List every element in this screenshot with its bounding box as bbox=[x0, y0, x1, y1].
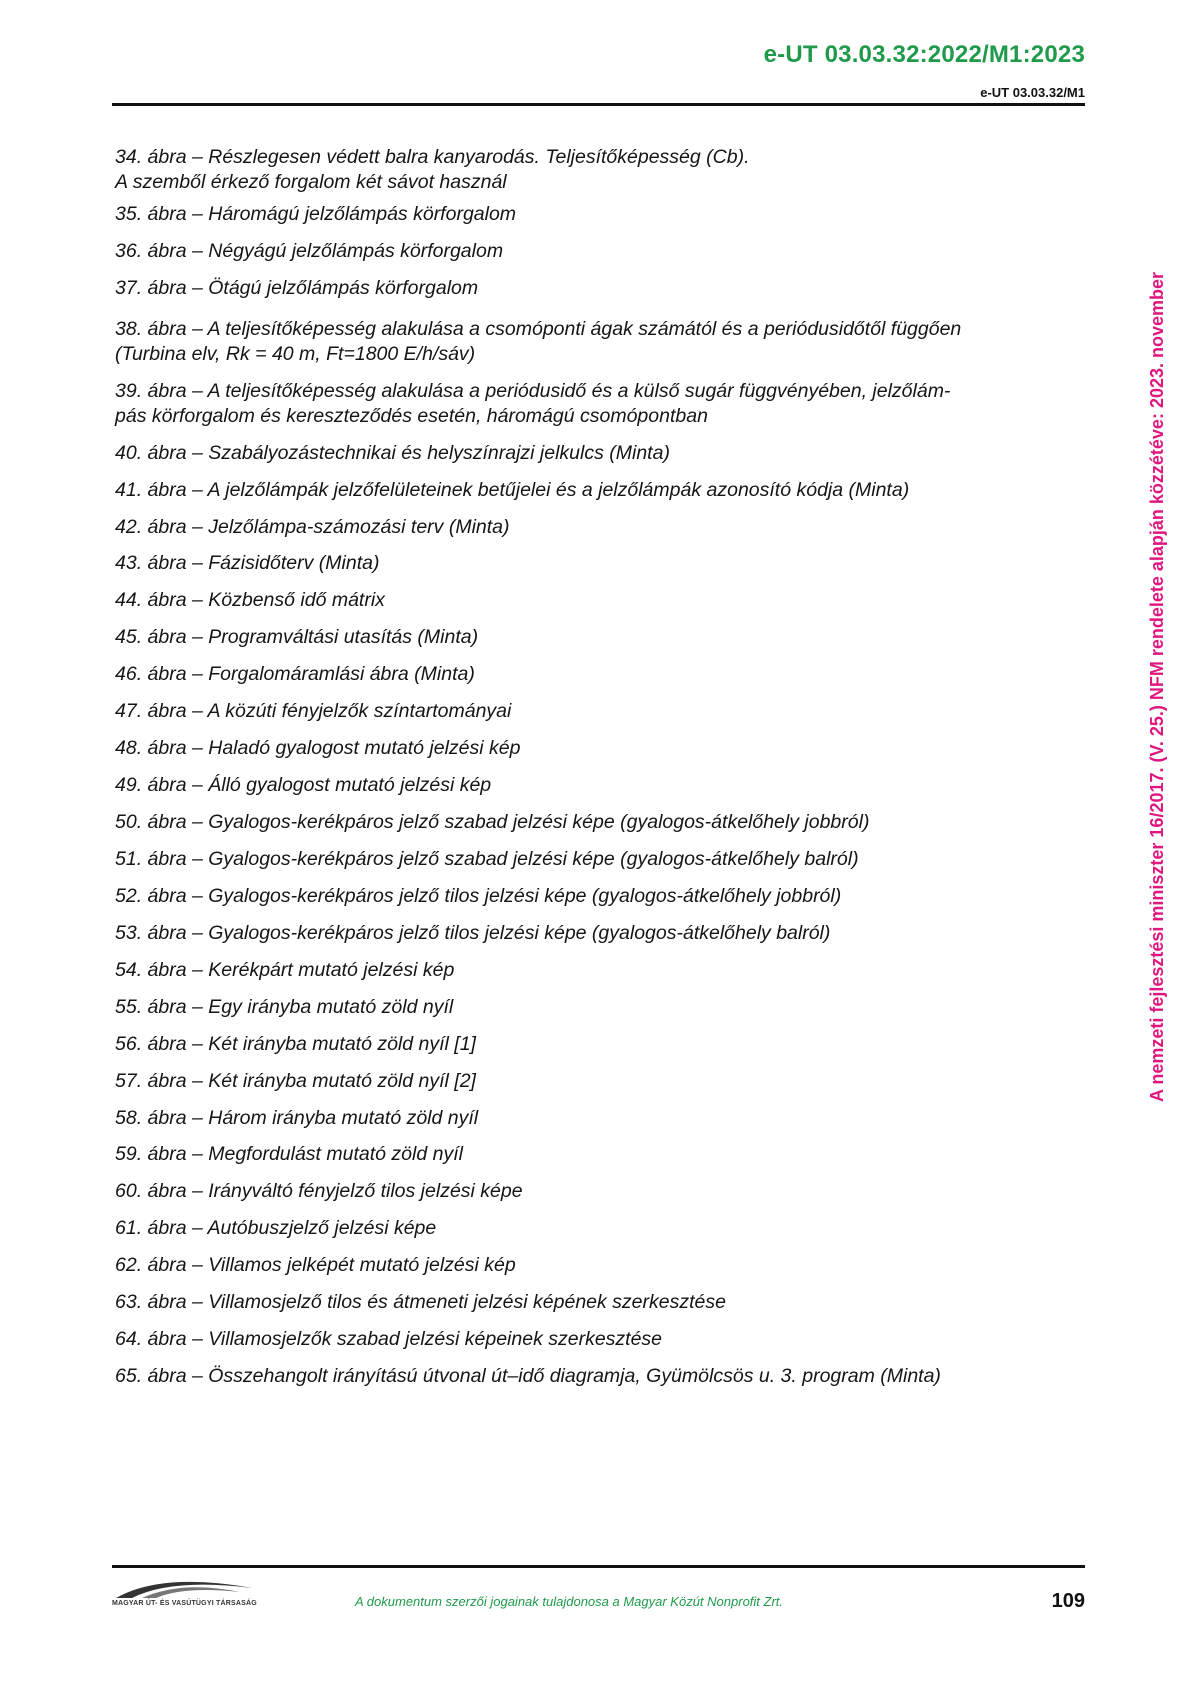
figure-number: 50. ábra – bbox=[115, 811, 208, 833]
figure-title: Négyágú jelzőlámpás körforgalom bbox=[208, 240, 504, 262]
figure-title: Fázisidőterv (Minta) bbox=[208, 552, 380, 574]
figure-number: 52. ábra – bbox=[115, 885, 208, 907]
figure-number: 57. ábra – bbox=[115, 1070, 208, 1092]
figure-title: Gyalogos-kerékpáros jelző tilos jelzési képe (gyalogos-átkelőhely balról) bbox=[208, 922, 831, 944]
figure-title: A jelzőlámpák jelzőfelületeinek betűjelei és a jelzőlámpák azonosító kódja (Minta) bbox=[207, 479, 910, 501]
figure-list-item bbox=[115, 441, 1075, 466]
figure-number: 64. ábra – bbox=[115, 1328, 208, 1350]
figure-list-item bbox=[115, 551, 1075, 576]
figure-number: 45. ábra – bbox=[115, 626, 208, 648]
figure-title: Villamosjelző tilos és átmeneti jelzési képének szerkesztése bbox=[208, 1291, 726, 1313]
figure-number: 60. ábra – bbox=[115, 1180, 208, 1202]
figure-list-item bbox=[115, 317, 1075, 367]
figure-title: Villamos jelképét mutató jelzési kép bbox=[208, 1254, 516, 1276]
figure-number: 36. ábra – bbox=[115, 240, 208, 262]
figure-number: 49. ábra – bbox=[115, 774, 208, 796]
page-number: 109 bbox=[1051, 1590, 1085, 1612]
figure-title: Ötágú jelzőlámpás körforgalom bbox=[208, 277, 479, 299]
figure-number: 40. ábra – bbox=[115, 442, 208, 464]
figure-number: 58. ábra – bbox=[115, 1107, 208, 1129]
figure-title: Álló gyalogost mutató jelzési kép bbox=[208, 774, 492, 796]
figure-list-item bbox=[115, 1253, 1075, 1278]
figure-list-item bbox=[115, 625, 1075, 650]
figure-title-continuation: A szemből érkező forgalom két sávot használ bbox=[115, 171, 507, 193]
figure-list-item bbox=[115, 699, 1075, 724]
figure-title: Programváltási utasítás (Minta) bbox=[208, 626, 479, 648]
publication-note: A nemzeti fejlesztési miniszter 16/2017. (V. 25.) NFM rendelete alapján közzétéve: 2023. november bbox=[1147, 271, 1167, 1102]
figure-number: 65. ábra – bbox=[115, 1365, 208, 1387]
figure-number: 63. ábra – bbox=[115, 1291, 208, 1313]
figure-list-item bbox=[115, 379, 1075, 429]
figure-title: Megfordulást mutató zöld nyíl bbox=[208, 1143, 463, 1165]
figure-title: Kerékpárt mutató jelzési kép bbox=[208, 959, 455, 981]
figure-number: 59. ábra – bbox=[115, 1143, 208, 1165]
footer-rule bbox=[112, 1565, 1085, 1568]
figure-title: Autóbuszjelző jelzési képe bbox=[207, 1217, 437, 1239]
figure-number: 37. ábra – bbox=[115, 277, 208, 299]
figure-title: A közúti fényjelzők színtartományai bbox=[207, 700, 512, 722]
figure-title: Haladó gyalogost mutató jelzési kép bbox=[208, 737, 521, 759]
figure-number: 42. ábra – bbox=[115, 516, 208, 538]
figure-list-item bbox=[115, 773, 1075, 798]
figure-title: Háromágú jelzőlámpás körforgalom bbox=[208, 203, 517, 225]
figure-list-item bbox=[115, 478, 1075, 503]
figure-list-item bbox=[115, 239, 1075, 264]
figure-list-item bbox=[115, 958, 1075, 983]
figure-list-item bbox=[115, 1364, 1075, 1389]
figure-number: 61. ábra – bbox=[115, 1217, 208, 1239]
figure-number: 39. ábra – bbox=[115, 380, 208, 402]
figure-number: 46. ábra – bbox=[115, 663, 208, 685]
figure-number: 55. ábra – bbox=[115, 996, 208, 1018]
figure-title: Három irányba mutató zöld nyíl bbox=[208, 1107, 479, 1129]
figure-title: Két irányba mutató zöld nyíl [2] bbox=[208, 1070, 476, 1092]
figure-title: Összehangolt irányítású útvonal út–idő diagramja, Gyümölcsös u. 3. program (Minta) bbox=[208, 1365, 941, 1387]
figure-list-item bbox=[115, 1069, 1075, 1094]
figure-list-item bbox=[115, 1327, 1075, 1352]
logo-swoosh-icon bbox=[112, 1574, 262, 1600]
figure-number: 43. ábra – bbox=[115, 552, 208, 574]
figure-title: Gyalogos-kerékpáros jelző szabad jelzési képe (gyalogos-átkelőhely balról) bbox=[208, 848, 859, 870]
figure-title: Gyalogos-kerékpáros jelző tilos jelzési képe (gyalogos-átkelőhely jobbról) bbox=[208, 885, 842, 907]
figure-list-item bbox=[115, 847, 1075, 872]
figure-title: Szabályozástechnikai és helyszínrajzi jelkulcs (Minta) bbox=[208, 442, 670, 464]
figure-number: 51. ábra – bbox=[115, 848, 208, 870]
figure-list-item bbox=[115, 1216, 1075, 1241]
figure-number: 44. ábra – bbox=[115, 589, 208, 611]
figure-list-item bbox=[115, 202, 1075, 227]
copyright-notice: A dokumentum szerzői jogainak tulajdonosa a Magyar Közút Nonprofit Zrt. bbox=[355, 1594, 784, 1609]
figure-number: 47. ábra – bbox=[115, 700, 208, 722]
figure-list-item bbox=[115, 276, 1075, 301]
figure-list-item bbox=[115, 662, 1075, 687]
figure-number: 34. ábra – bbox=[115, 146, 208, 168]
document-code: e-UT 03.03.32:2022/M1:2023 bbox=[763, 41, 1085, 68]
figure-list-item bbox=[115, 145, 1075, 195]
logo-text: MAGYAR ÚT- ÉS VASÚTÜGYI TÁRSASÁG bbox=[112, 1600, 257, 1607]
figure-title: Közbenső idő mátrix bbox=[208, 589, 385, 611]
figure-number: 56. ábra – bbox=[115, 1033, 208, 1055]
figure-title-continuation: pás körforgalom és kereszteződés esetén, háromágú csomópontban bbox=[115, 405, 708, 427]
figure-list-item bbox=[115, 1290, 1075, 1315]
figure-title-continuation: (Turbina elv, Rk = 40 m, Ft=1800 E/h/sáv) bbox=[115, 343, 476, 365]
figure-list-item bbox=[115, 1179, 1075, 1204]
figure-number: 62. ábra – bbox=[115, 1254, 208, 1276]
figure-list-item bbox=[115, 884, 1075, 909]
figure-title: Villamosjelzők szabad jelzési képeinek szerkesztése bbox=[208, 1328, 663, 1350]
figure-title: Irányváltó fényjelző tilos jelzési képe bbox=[208, 1180, 523, 1202]
figure-list-item bbox=[115, 995, 1075, 1020]
header-rule bbox=[112, 103, 1085, 106]
figure-title: Két irányba mutató zöld nyíl [1] bbox=[208, 1033, 476, 1055]
figure-list-item bbox=[115, 1032, 1075, 1057]
figure-list-item bbox=[115, 921, 1075, 946]
figure-title: Részlegesen védett balra kanyarodás. Teljesítőképesség (Cb). bbox=[208, 146, 750, 168]
figure-number: 53. ábra – bbox=[115, 922, 208, 944]
society-logo bbox=[112, 1574, 262, 1614]
figure-list-item bbox=[115, 1106, 1075, 1131]
figure-title: Egy irányba mutató zöld nyíl bbox=[208, 996, 454, 1018]
figure-number: 41. ábra – bbox=[115, 479, 208, 501]
figure-number: 48. ábra – bbox=[115, 737, 208, 759]
figure-number: 35. ábra – bbox=[115, 203, 208, 225]
figure-list-item bbox=[115, 588, 1075, 613]
figure-number: 54. ábra – bbox=[115, 959, 208, 981]
figure-title: A teljesítőképesség alakulása a csomóponti ágak számától és a periódusidőtől függően bbox=[207, 318, 962, 340]
figure-list-item bbox=[115, 736, 1075, 761]
figure-title: Jelzőlámpa-számozási terv (Minta) bbox=[208, 516, 510, 538]
figure-list-item bbox=[115, 810, 1075, 835]
figure-list-item bbox=[115, 515, 1075, 540]
document-subcode: e-UT 03.03.32/M1 bbox=[980, 85, 1085, 100]
figure-list-item bbox=[115, 1142, 1075, 1167]
figure-title: Forgalomáramlási ábra (Minta) bbox=[208, 663, 475, 685]
figure-title: A teljesítőképesség alakulása a periódusidő és a külső sugár függvényében, jelzőlám- bbox=[207, 380, 951, 402]
figure-number: 38. ábra – bbox=[115, 318, 208, 340]
figure-title: Gyalogos-kerékpáros jelző szabad jelzési képe (gyalogos-átkelőhely jobbról) bbox=[208, 811, 870, 833]
